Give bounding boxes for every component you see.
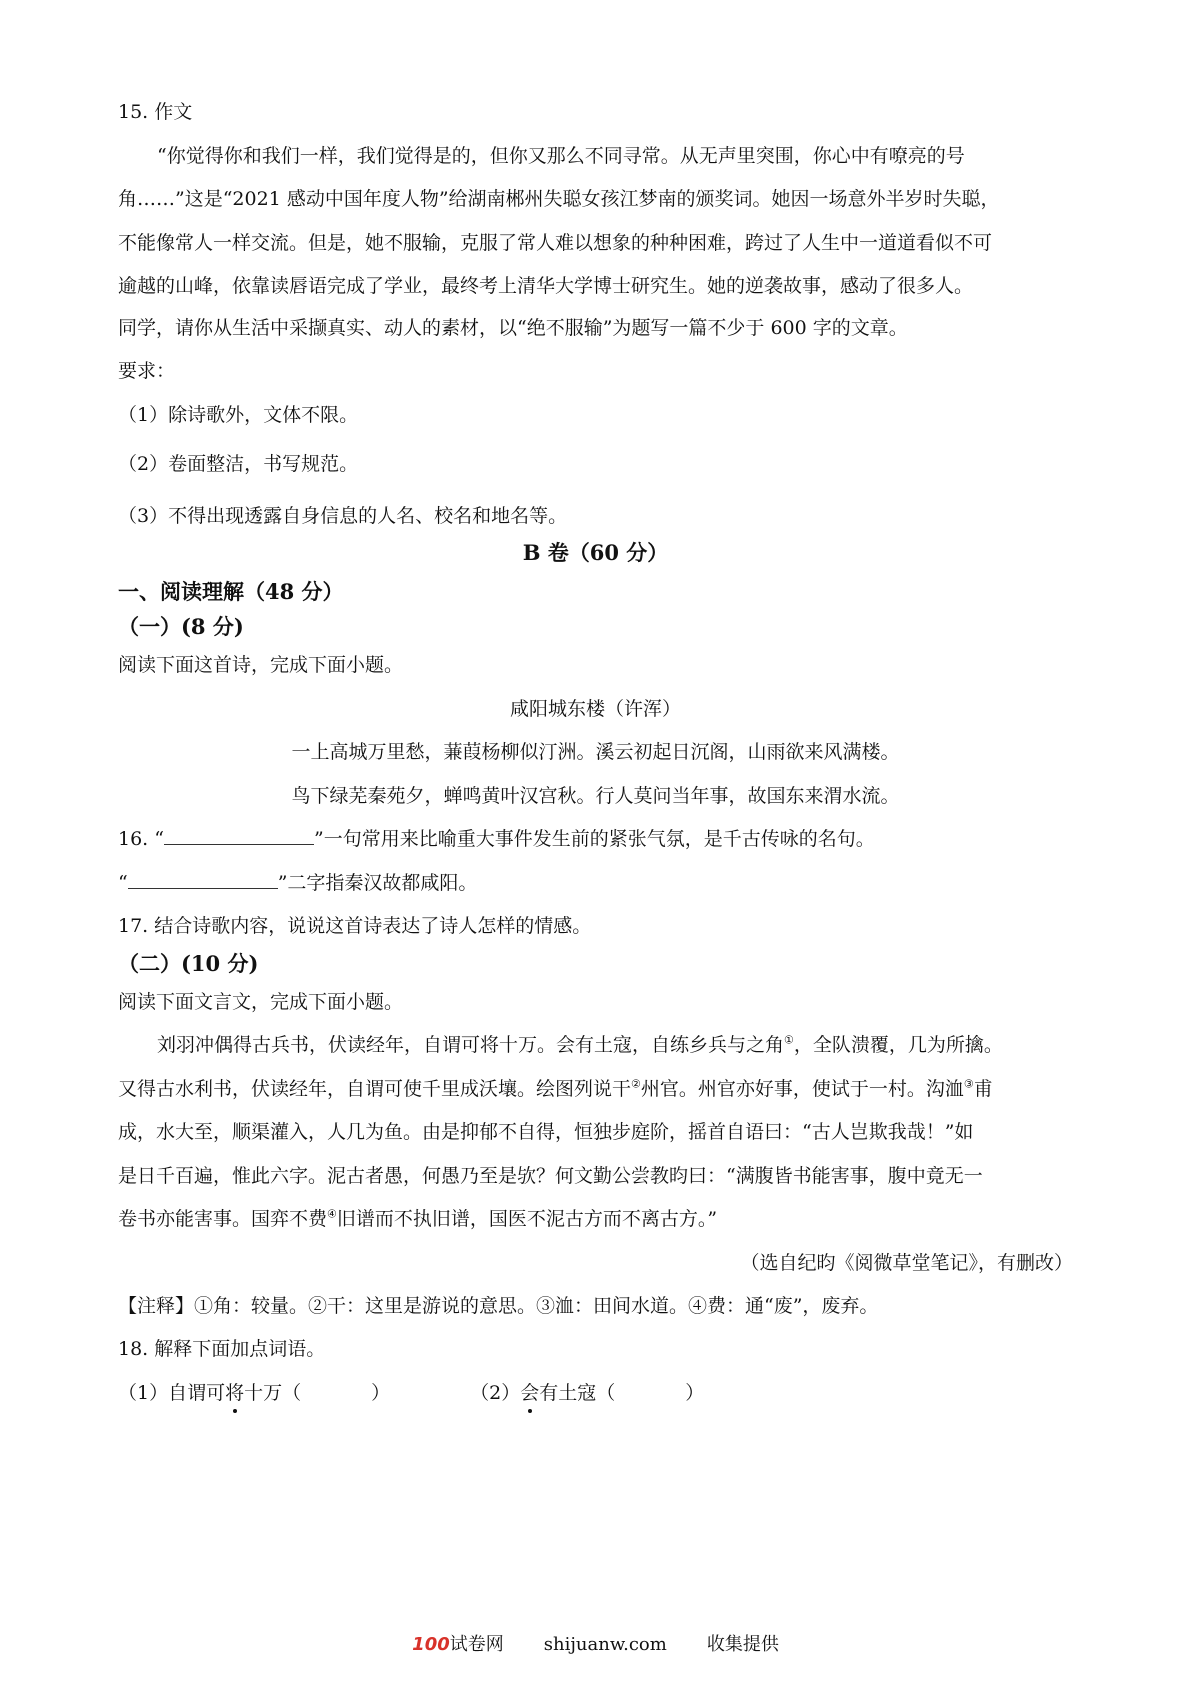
classical-text-line — [118, 1076, 993, 1102]
text-segment: ，全队溃覆，几为所擒。 — [793, 1034, 1003, 1056]
page-footer — [0, 1630, 1191, 1656]
poem-line: 鸟下绿芜秦苑夕，蝉鸣黄叶汉宫秋。行人莫问当年事，故国东来渭水流。 — [291, 785, 900, 807]
question-17: 17. 结合诗歌内容，说说这首诗表达了诗人怎样的情感。 — [118, 915, 592, 937]
classical-instruction: 阅读下面文言文，完成下面小题。 — [118, 991, 404, 1013]
q15-para-line: 逾越的山峰，依靠读唇语完成了学业，最终考上清华大学博士研究生。她的逆袭故事，感动了很多人。 — [118, 275, 974, 297]
q15-para-line: “你觉得你和我们一样，我们觉得是的，但你又那么不同寻常。从无声里突围，你心中有嘹亮的号 — [157, 145, 965, 167]
question-18-items — [118, 1380, 704, 1406]
section-b-title: B 卷（60 分） — [522, 540, 669, 565]
site-name: 试卷网 — [449, 1634, 504, 1655]
q16-a-prefix: 16. “ — [118, 828, 164, 850]
classical-text-line: 成，水大至，顺渠灌入，人几为鱼。由是抑郁不自得，恒独步庭阶，摇首自语曰：“古人岂欺我哉！”如 — [118, 1121, 974, 1143]
footnote-marker: ③ — [963, 1077, 974, 1091]
annotations: 【注释】①角：较量。②干：这里是游说的意思。③洫：田间水道。④费：通“废”，废弃。 — [118, 1295, 879, 1317]
text-segment: （1）自谓可 — [118, 1382, 226, 1404]
question-18: 18. 解释下面加点词语。 — [118, 1338, 326, 1360]
q15-requirement: （1）除诗歌外，文体不限。 — [118, 404, 359, 426]
text-segment: （2） — [470, 1382, 521, 1404]
question-16-part-b — [118, 870, 477, 896]
text-segment: 又得古水利书，伏读经年，自谓可使千里成沃壤。绘图列说干 — [118, 1078, 632, 1100]
text-segment: 有土寇（ — [539, 1382, 616, 1404]
footnote-marker: ④ — [327, 1207, 337, 1221]
sub-heading-one: （一）(8 分) — [118, 614, 244, 639]
part-one-heading: 一、阅读理解（48 分） — [118, 579, 344, 604]
text-segment: 卷书亦能害事。国弈不费 — [118, 1208, 328, 1230]
footnote-marker: ② — [631, 1077, 641, 1091]
site-logo: 100 — [412, 1634, 450, 1655]
poem-title: 咸阳城东楼（许浑） — [509, 698, 681, 720]
text-segment: 十万（ — [244, 1382, 302, 1404]
q15-title: 15. 作文 — [118, 101, 193, 123]
dotted-word: 将 — [225, 1382, 245, 1404]
text-segment: ） — [371, 1382, 391, 1404]
q15-para-line: 不能像常人一样交流。但是，她不服输，克服了常人难以想象的种种困难，跨过了人生中一道道看似不可 — [118, 232, 993, 254]
q15-requirement: （3）不得出现透露自身信息的人名、校名和地名等。 — [118, 505, 568, 527]
q15-requirements-title: 要求： — [118, 360, 176, 382]
source-citation: （选自纪昀《阅微草堂笔记》，有删改） — [740, 1252, 1073, 1274]
classical-text-line — [118, 1206, 717, 1232]
q16-b-suffix: ”二字指秦汉故都咸阳。 — [277, 872, 478, 894]
q16-b-prefix: “ — [118, 872, 128, 894]
q15-requirement: （2）卷面整洁，书写规范。 — [118, 453, 359, 475]
footnote-marker: ① — [784, 1033, 794, 1047]
classical-text-line — [157, 1032, 1003, 1058]
text-segment: 旧谱而不执旧谱，国医不泥古方而不离古方。” — [336, 1208, 718, 1230]
answer-blank[interactable] — [128, 870, 278, 889]
text-segment: 刘羽冲偶得古兵书，伏读经年，自谓可将十万。会有土寇，自练乡兵与之角 — [157, 1034, 785, 1056]
question-16-part-a — [118, 826, 875, 852]
answer-blank[interactable] — [615, 1381, 685, 1399]
answer-blank[interactable] — [164, 826, 314, 845]
answer-blank[interactable] — [301, 1381, 371, 1399]
q15-prompt: 同学，请你从生活中采撷真实、动人的素材，以“绝不服输”为题写一篇不少于 600 字的文章。 — [118, 317, 908, 339]
text-segment: ） — [685, 1382, 705, 1404]
text-segment: 州官。州官亦好事，使试于一村。沟洫 — [640, 1078, 964, 1100]
footer-note: 收集提供 — [706, 1634, 779, 1655]
q15-para-line: 角……”这是“2021 感动中国年度人物”给湖南郴州失聪女孩江梦南的颁奖词。她因一场意外半岁时失聪， — [118, 188, 1000, 210]
poem-instruction: 阅读下面这首诗，完成下面小题。 — [118, 654, 404, 676]
site-url[interactable]: shijuanw.com — [543, 1634, 667, 1655]
text-segment: 甫 — [973, 1078, 993, 1100]
classical-text-line: 是日千百遍，惟此六字。泥古者愚，何愚乃至是欤？何文勤公尝教昀曰：“满腹皆书能害事，腹中竟无一 — [118, 1165, 983, 1187]
dotted-word: 会 — [520, 1382, 540, 1404]
sub-heading-two: （二）(10 分) — [118, 951, 259, 976]
q16-a-suffix: ”一句常用来比喻重大事件发生前的紧张气氛，是千古传咏的名句。 — [313, 828, 875, 850]
poem-line: 一上高城万里愁，蒹葭杨柳似汀洲。溪云初起日沉阁，山雨欲来风满楼。 — [291, 741, 900, 763]
